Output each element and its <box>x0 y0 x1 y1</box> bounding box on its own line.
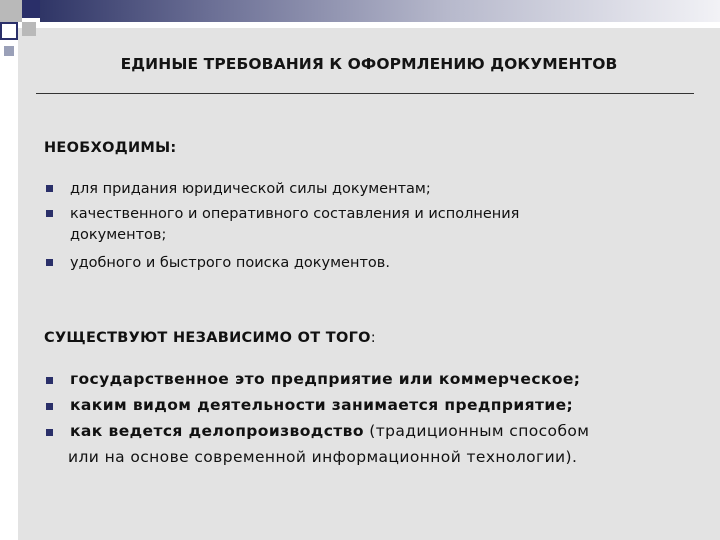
bullet-square-icon <box>46 259 53 266</box>
bullet-square-icon <box>46 210 53 217</box>
list-item-text-bold: как ведется делопроизводство <box>70 422 364 440</box>
decor-square-gray <box>0 0 22 22</box>
section-heading-exist-colon: : <box>370 330 376 346</box>
title-divider <box>36 93 694 94</box>
section-heading-required-text: НЕОБХОДИМЫ: <box>44 140 177 156</box>
slide-title: ЕДИНЫЕ ТРЕБОВАНИЯ К ОФОРМЛЕНИЮ ДОКУМЕНТОВ <box>120 55 618 73</box>
list-item-text <box>70 422 589 440</box>
bullet-square-icon <box>46 185 53 192</box>
bullet-square-icon <box>46 429 53 436</box>
header-gradient-bar <box>40 0 720 22</box>
section-heading-required <box>44 140 177 156</box>
decor-square-light <box>4 46 14 56</box>
list-item-text: для придания юридической силы документам; <box>70 181 431 197</box>
list-item-text: государственное это предприятие или коммерческое; <box>70 370 581 388</box>
section-heading-exist <box>44 330 376 346</box>
list-item-text-normal: (традиционным способом <box>363 422 590 440</box>
decor-square-outline <box>0 22 18 40</box>
list-item-text: удобного и быстрого поиска документов. <box>70 255 390 271</box>
list-item-text: каким видом деятельности занимается предприятие; <box>70 396 574 414</box>
list-item-text-continuation: или на основе современной информационной технологии). <box>68 448 578 466</box>
list-item-text: качественного и оперативного составления и исполнения <box>70 206 520 222</box>
bullet-square-icon <box>46 377 53 384</box>
list-item-text-continuation: документов; <box>70 227 167 243</box>
section-heading-exist-text: СУЩЕСТВУЮТ НЕЗАВИСИМО ОТ ТОГО <box>44 330 371 346</box>
decor-square-gray-small <box>22 22 36 36</box>
bullet-square-icon <box>46 403 53 410</box>
decor-square-blue <box>22 0 40 18</box>
